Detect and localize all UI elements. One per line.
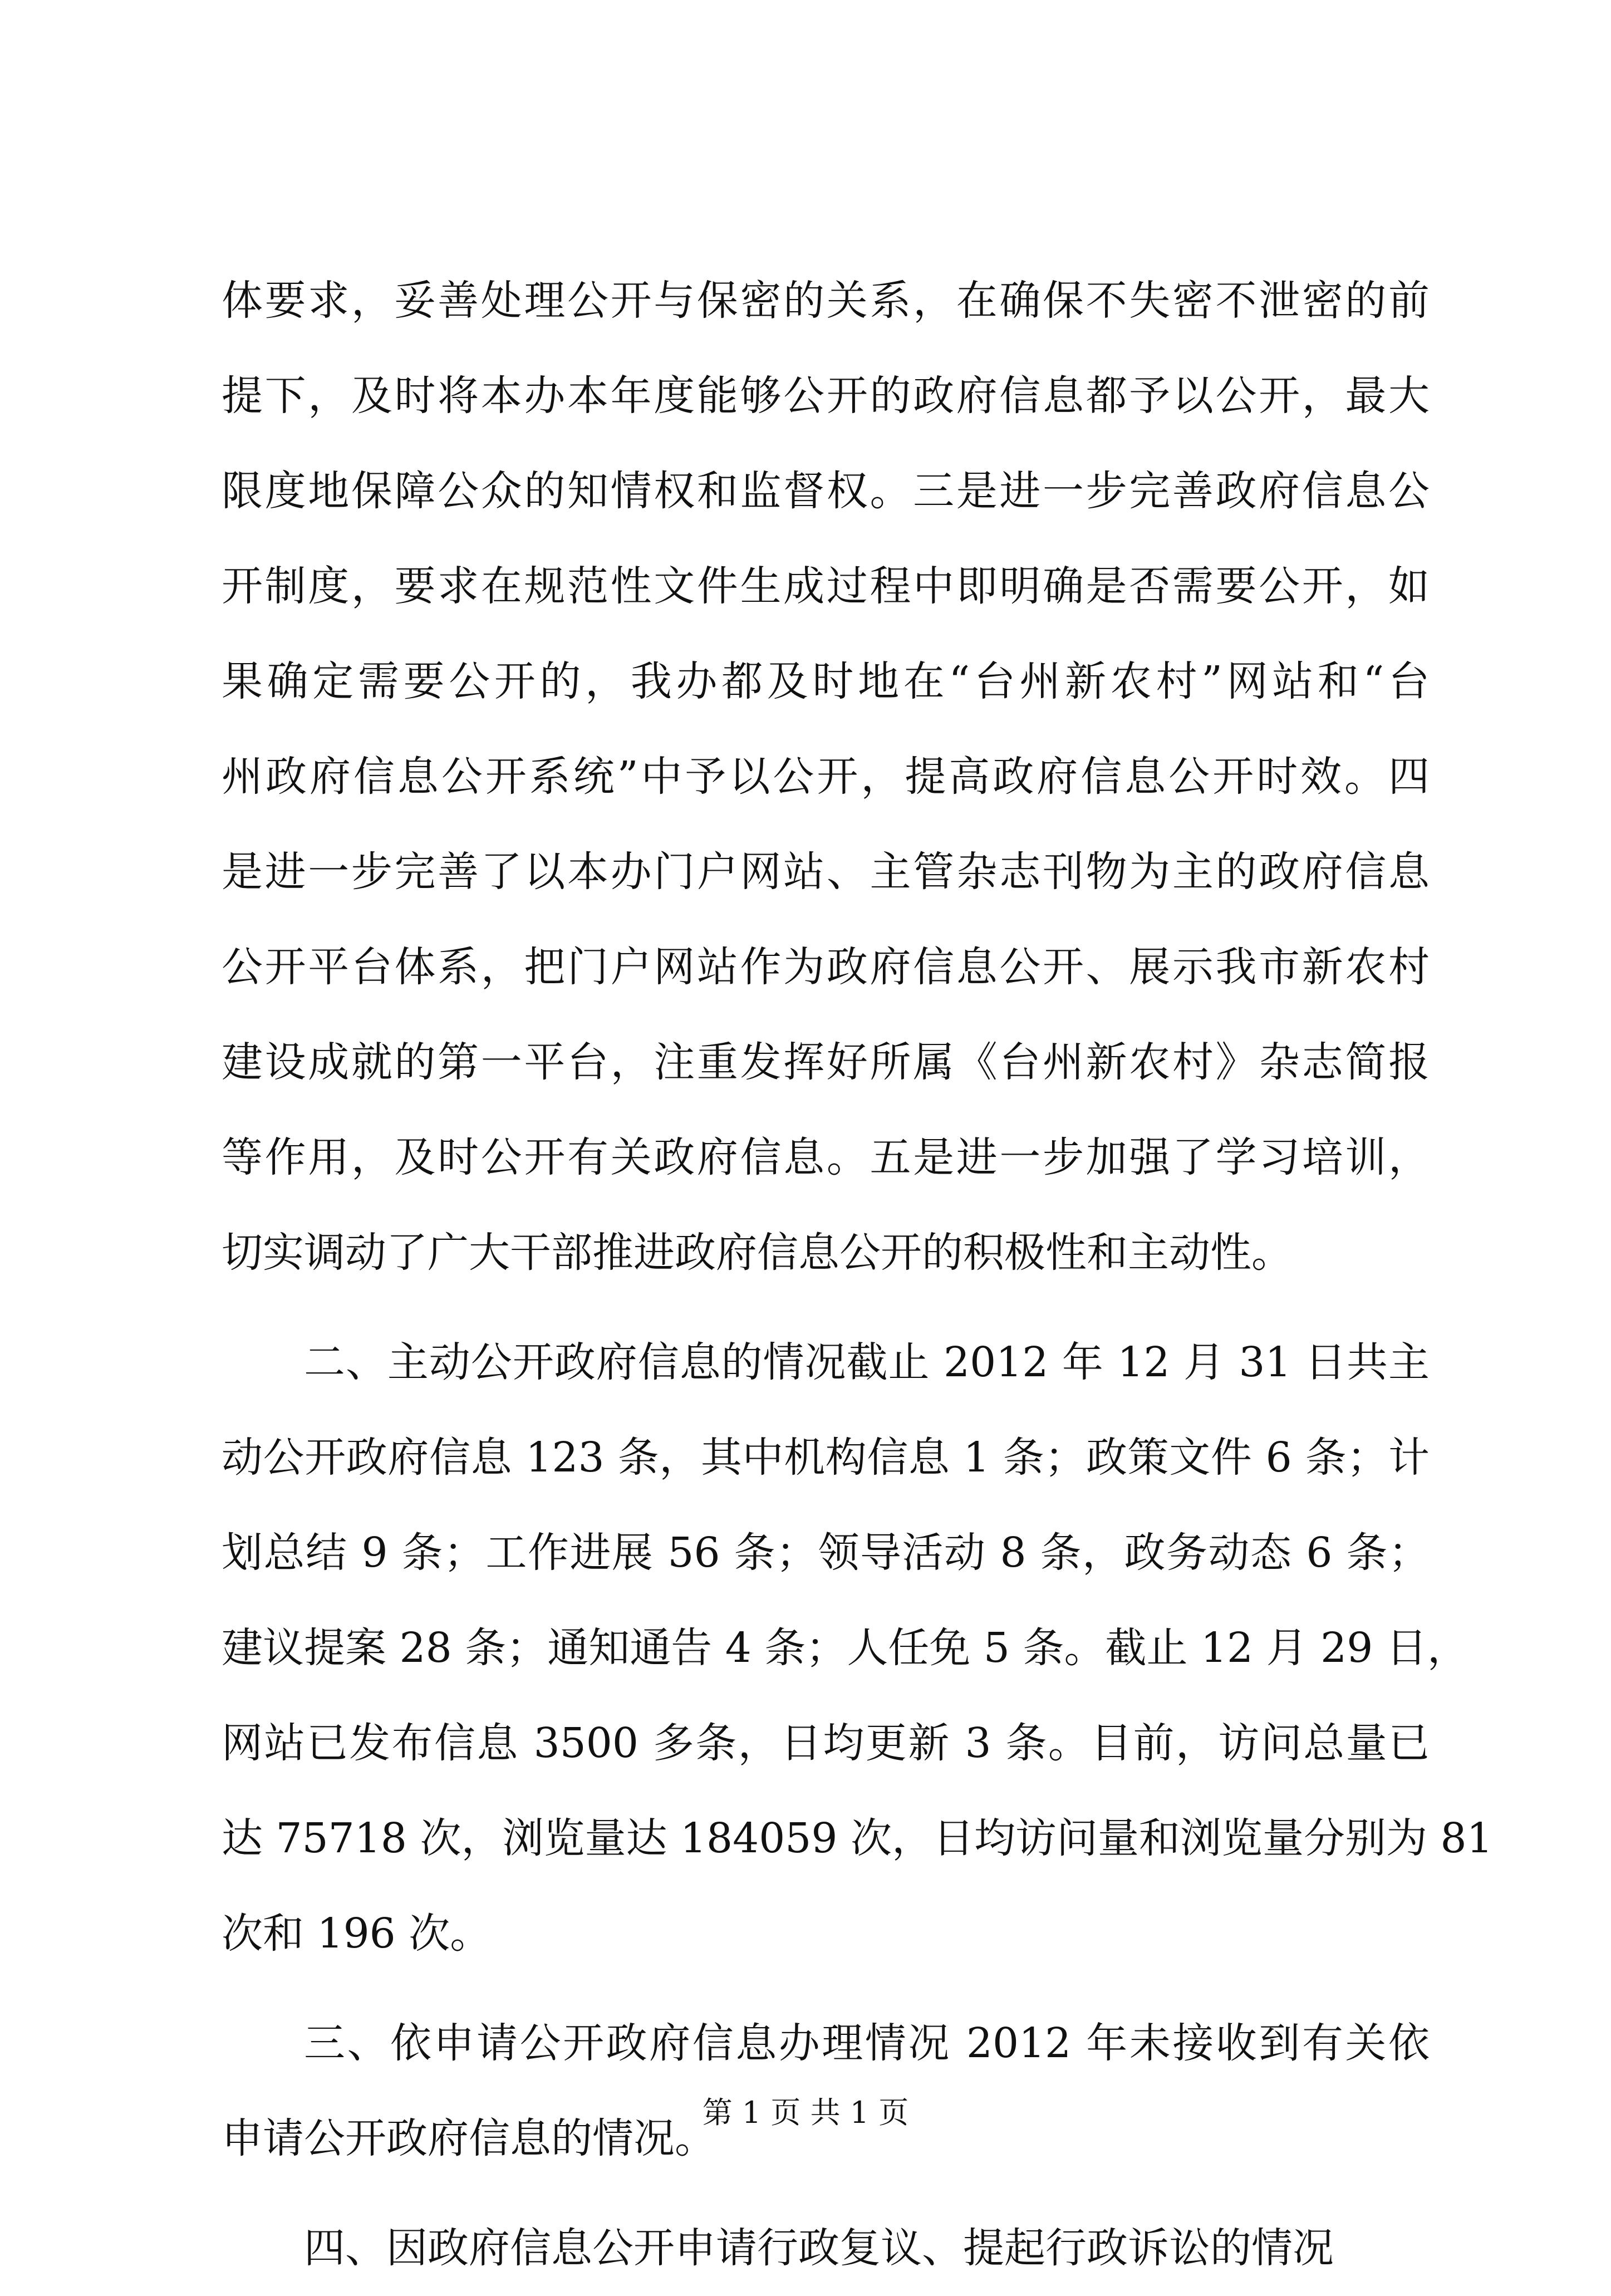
text-line: 三、依申请公开政府信息办理情况 2012 年未接收到有关依 xyxy=(304,2019,1430,2067)
text-line: 果确定需要公开的，我办都及时地在“台州新农村”网站和“台 xyxy=(222,658,1430,705)
text-line: 州政府信息公开系统”中予以公开，提高政府信息公开时效。四 xyxy=(222,753,1430,801)
text-line: 申请公开政府信息的情况。 xyxy=(222,2115,716,2162)
text-line: 提下，及时将本办本年度能够公开的政府信息都予以公开，最大 xyxy=(222,372,1430,420)
page-footer: 第 1 页 共 1 页 xyxy=(702,2095,909,2130)
text-line: 限度地保障公众的知情权和监督权。三是进一步完善政府信息公 xyxy=(222,467,1430,515)
text-line: 是进一步完善了以本办门户网站、主管杂志刊物为主的政府信息 xyxy=(222,848,1430,896)
paragraph-2 xyxy=(222,1315,1493,1981)
text-line: 体要求，妥善处理公开与保密的关系，在确保不失密不泄密的前 xyxy=(222,277,1430,325)
text-line: 二、主动公开政府信息的情况截止 2012 年 12 月 31 日共主 xyxy=(304,1338,1430,1386)
text-line: 次和 196 次。 xyxy=(222,1910,492,1958)
paragraph-3 xyxy=(222,1996,1430,2186)
text-line: 切实调动了广大干部推进政府信息公开的积极性和主动性。 xyxy=(222,1229,1293,1277)
text-line: 网站已发布信息 3500 多条，日均更新 3 条。目前，访问总量已 xyxy=(222,1719,1430,1767)
paragraph-gap xyxy=(222,1301,1430,1315)
text-line: 达 75718 次，浏览量达 184059 次，日均访问量和浏览量分别为 81 xyxy=(222,1814,1493,1862)
text-line: 建设成就的第一平台，注重发挥好所属《台州新农村》杂志简报 xyxy=(222,1038,1430,1086)
text-line: 划总结 9 条；工作进展 56 条；领导活动 8 条，政务动态 6 条； xyxy=(222,1529,1430,1577)
document-body xyxy=(222,253,1493,2296)
paragraph-1 xyxy=(222,253,1430,1301)
paragraph-gap xyxy=(222,1981,1430,1996)
text-line: 建议提案 28 条；通知通告 4 条；人任免 5 条。截止 12 月 29 日， xyxy=(222,1624,1468,1672)
text-line: 等作用，及时公开有关政府信息。五是进一步加强了学习培训， xyxy=(222,1134,1430,1181)
text-line: 四、因政府信息公开申请行政复议、提起行政诉讼的情况 xyxy=(304,2224,1334,2272)
text-line: 开制度，要求在规范性文件生成过程中即明确是否需要公开，如 xyxy=(222,562,1430,610)
paragraph-4 xyxy=(222,2201,1430,2296)
text-line: 公开平台体系，把门户网站作为政府信息公开、展示我市新农村 xyxy=(222,943,1430,991)
paragraph-gap xyxy=(222,2186,1430,2201)
text-line: 动公开政府信息 123 条，其中机构信息 1 条；政策文件 6 条；计 xyxy=(222,1434,1430,1481)
